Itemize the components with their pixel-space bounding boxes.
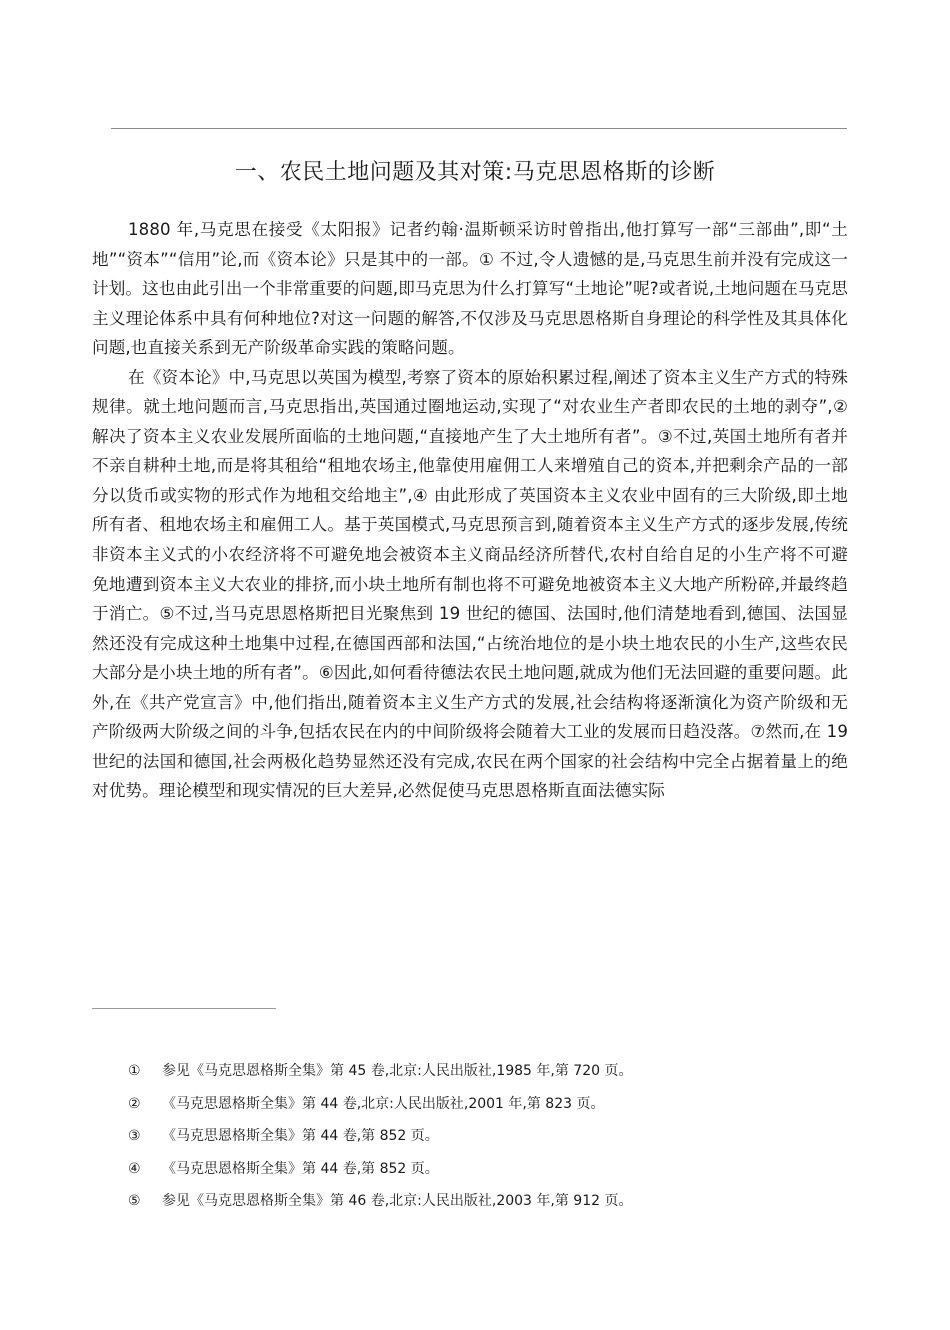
footnote [128, 1092, 848, 1125]
body-text [92, 215, 848, 806]
footnote-text: 参见《马克思恩格斯全集》第 46 卷,北京:人民出版社,2003 年,第 912 页。 [162, 1193, 633, 1209]
footnote [128, 1124, 848, 1157]
header-rule [111, 128, 847, 129]
footnote-marker: ① [128, 1063, 141, 1079]
section-heading: 一、农民土地问题及其对策:马克思恩格斯的诊断 [234, 160, 716, 185]
footnote-list [128, 1059, 848, 1222]
footnote-text: 《马克思恩格斯全集》第 44 卷,第 852 页。 [162, 1128, 439, 1144]
paragraph: 1880 年,马克思在接受《太阳报》记者约翰·温斯顿采访时曾指出,他打算写一部“三部曲”,即“土地”“资本”“信用”论,而《资本论》只是其中的一部。① 不过,令人遗憾的是,马克思生前并没有完成这一计划。这也由此引出一个非常重要的问题,即马克思为什么打算写“土地论”呢?或者说,土地问题在马克思主义理论体系中具有何种地位?对这一问题的解答,不仅涉及马克思恩格斯自身理论的科学性及其具体化问题,也直接关系到无产阶级革命实践的策略问题。 [92, 220, 848, 358]
footnote-text: 《马克思恩格斯全集》第 44 卷,第 852 页。 [162, 1160, 439, 1177]
footnote-text: 《马克思恩格斯全集》第 44 卷,北京:人民出版社,2001 年,第 823 页。 [162, 1095, 605, 1112]
footnote [128, 1157, 848, 1190]
footnote [128, 1059, 848, 1092]
footnote-separator [92, 1008, 276, 1009]
paragraph: 在《资本论》中,马克思以英国为模型,考察了资本的原始积累过程,阐述了资本主义生产方式的特殊规律。就土地问题而言,马克思指出,英国通过圈地运动,实现了“对农业生产者即农民的土地的剥夺”,② 解决了资本主义农业发展所面临的土地问题,“直接地产生了大土地所有者”。③不过,英国土地所有者并不亲自耕种土地,而是将其租给“租地农场主,他靠使用雇佣工人来增殖自己的资本,并把剩余产品的一部分以货币或实物的形式作为地租交给地主”,④ 由此形成了英国资本主义农业中固有的三大阶级,即土地所有者、租地农场主和雇佣工人。基于英国模式,马克思预言到,随着资本主义生产方式的逐步发展,传统非资本主义式的小农经济将不可避免地会被资本主义商品经济所替代,农村自给自足的小生产将不可避免地遭到资本主义大农业的排挤,而小块土地所有制也将不可避免地被资本主义大地产所粉碎,并最终趋于消亡。⑤不过,当马克思恩格斯把目光聚焦到 19 世纪的德国、法国时,他们清楚地看到,德国、法国显然还没有完成这种土地集中过程,在德国西部和法国,“占统治地位的是小块土地农民的小生产,这些农民大部分是小块土地的所有者”。⑥因此,如何看待德法农民土地问题,就成为他们无法回避的重要问题。此外,在《共产党宣言》中,他们指出,随着资本主义生产方式的发展,社会结构将逐渐演化为资产阶级和无产阶级两大阶级之间的斗争,包括农民在内的中间阶级将会随着大工业的发展而日趋没落。⑦然而,在 19 世纪的法国和德国,社会两极化趋势显然还没有完成,农民在两个国家的社会结构中完全占据着量上的绝对优势。理论模型和现实情况的巨大差异,必然促使马克思恩格斯直面法德实际 [92, 367, 848, 801]
footnote-marker: ② [128, 1095, 141, 1112]
footnote [128, 1189, 848, 1222]
footnote-marker: ⑤ [128, 1193, 141, 1209]
footnote-marker: ④ [128, 1160, 141, 1177]
footnote-marker: ③ [128, 1128, 141, 1144]
footnote-text: 参见《马克思恩格斯全集》第 45 卷,北京:人民出版社,1985 年,第 720 页。 [162, 1063, 633, 1079]
